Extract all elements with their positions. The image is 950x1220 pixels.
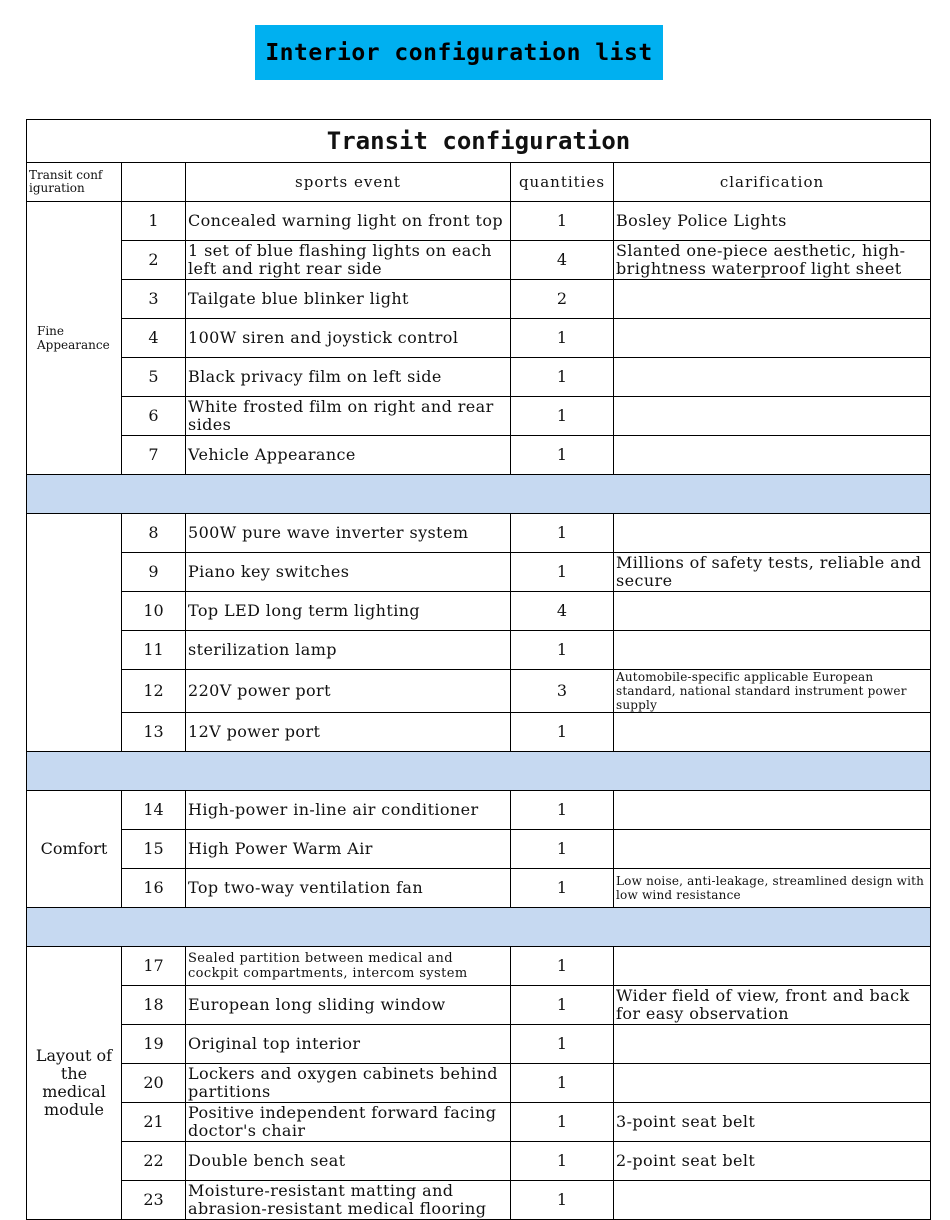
section-separator: [27, 908, 931, 947]
row-quantity: 1: [511, 1064, 614, 1103]
header-quantity: quantities: [511, 163, 614, 202]
row-clarification: [614, 592, 931, 631]
table-row: [27, 986, 931, 1025]
row-quantity: 1: [511, 436, 614, 475]
table-row: [27, 553, 931, 592]
row-item: Positive independent forward facing doctor's chair: [186, 1103, 511, 1142]
row-number: 1: [122, 202, 186, 241]
table-row: [27, 1025, 931, 1064]
row-clarification: [614, 397, 931, 436]
row-clarification: [614, 1064, 931, 1103]
row-quantity: 4: [511, 241, 614, 280]
row-clarification: [614, 713, 931, 752]
row-quantity: 2: [511, 280, 614, 319]
row-number: 7: [122, 436, 186, 475]
row-quantity: 1: [511, 514, 614, 553]
row-quantity: 1: [511, 869, 614, 908]
table-row: [27, 514, 931, 553]
row-number: 22: [122, 1142, 186, 1181]
table-row: [27, 830, 931, 869]
row-item: Top LED long term lighting: [186, 592, 511, 631]
row-number: 8: [122, 514, 186, 553]
row-clarification: [614, 436, 931, 475]
row-clarification: [614, 791, 931, 830]
row-quantity: 1: [511, 1025, 614, 1064]
table-row: [27, 631, 931, 670]
row-quantity: 1: [511, 319, 614, 358]
row-clarification: [614, 319, 931, 358]
table-row: [27, 670, 931, 713]
row-item: Lockers and oxygen cabinets behind partitions: [186, 1064, 511, 1103]
row-number: 2: [122, 241, 186, 280]
row-number: 10: [122, 592, 186, 631]
row-clarification: [614, 280, 931, 319]
row-item: Black privacy film on left side: [186, 358, 511, 397]
row-item: Double bench seat: [186, 1142, 511, 1181]
row-clarification: [614, 358, 931, 397]
row-number: 15: [122, 830, 186, 869]
table-row: [27, 947, 931, 986]
table-row: [27, 202, 931, 241]
row-clarification: 3-point seat belt: [614, 1103, 931, 1142]
row-item: 100W siren and joystick control: [186, 319, 511, 358]
row-clarification: Wider field of view, front and back for easy observation: [614, 986, 931, 1025]
section-separator: [27, 475, 931, 514]
section-category: Layout of the medical module: [27, 947, 122, 1220]
row-item: High Power Warm Air: [186, 830, 511, 869]
row-clarification: Automobile-specific applicable European standard, national standard instrument power supply: [614, 670, 931, 713]
row-item: 1 set of blue flashing lights on each left and right rear side: [186, 241, 511, 280]
row-item: European long sliding window: [186, 986, 511, 1025]
table-row: [27, 280, 931, 319]
row-number: 12: [122, 670, 186, 713]
table-row: [27, 1103, 931, 1142]
row-clarification: [614, 514, 931, 553]
row-quantity: 1: [511, 397, 614, 436]
row-number: 14: [122, 791, 186, 830]
row-item: Vehicle Appearance: [186, 436, 511, 475]
row-item: Concealed warning light on front top: [186, 202, 511, 241]
table-row: [27, 241, 931, 280]
table-row: [27, 1142, 931, 1181]
table-row: [27, 319, 931, 358]
row-item: White frosted film on right and rear sides: [186, 397, 511, 436]
row-number: 6: [122, 397, 186, 436]
row-item: 220V power port: [186, 670, 511, 713]
row-number: 19: [122, 1025, 186, 1064]
row-clarification: [614, 947, 931, 986]
table-row: [27, 869, 931, 908]
table-row: [27, 592, 931, 631]
page-banner-title: Interior configuration list: [255, 25, 663, 80]
table-row: [27, 436, 931, 475]
row-clarification: Millions of safety tests, reliable and secure: [614, 553, 931, 592]
row-quantity: 1: [511, 631, 614, 670]
row-item: Piano key switches: [186, 553, 511, 592]
row-number: 17: [122, 947, 186, 986]
row-number: 20: [122, 1064, 186, 1103]
row-quantity: 1: [511, 202, 614, 241]
header-clarification: clarification: [614, 163, 931, 202]
row-number: 11: [122, 631, 186, 670]
row-quantity: 1: [511, 791, 614, 830]
row-clarification: [614, 631, 931, 670]
row-quantity: 3: [511, 670, 614, 713]
row-quantity: 1: [511, 986, 614, 1025]
table-row: [27, 791, 931, 830]
row-item: Moisture-resistant matting and abrasion-resistant medical flooring: [186, 1181, 511, 1220]
row-quantity: 1: [511, 358, 614, 397]
section-category: Comfort: [27, 791, 122, 908]
row-number: 4: [122, 319, 186, 358]
row-clarification: [614, 1181, 931, 1220]
table-row: [27, 397, 931, 436]
row-quantity: 1: [511, 1181, 614, 1220]
row-clarification: 2-point seat belt: [614, 1142, 931, 1181]
row-clarification: [614, 1025, 931, 1064]
row-quantity: 1: [511, 947, 614, 986]
section-category: [27, 514, 122, 752]
table-row: [27, 1064, 931, 1103]
row-number: 23: [122, 1181, 186, 1220]
section-separator: [27, 752, 931, 791]
row-item: 12V power port: [186, 713, 511, 752]
row-number: 3: [122, 280, 186, 319]
row-item: Original top interior: [186, 1025, 511, 1064]
row-quantity: 1: [511, 713, 614, 752]
row-number: 5: [122, 358, 186, 397]
row-item: Tailgate blue blinker light: [186, 280, 511, 319]
row-item: Top two-way ventilation fan: [186, 869, 511, 908]
row-number: 18: [122, 986, 186, 1025]
row-item: High-power in-line air conditioner: [186, 791, 511, 830]
row-number: 16: [122, 869, 186, 908]
row-quantity: 4: [511, 592, 614, 631]
table-row: [27, 358, 931, 397]
header-number: [122, 163, 186, 202]
row-clarification: Low noise, anti-leakage, streamlined design with low wind resistance: [614, 869, 931, 908]
row-quantity: 1: [511, 1142, 614, 1181]
row-clarification: [614, 830, 931, 869]
table-row: [27, 713, 931, 752]
configuration-table: [26, 119, 931, 1220]
row-item: 500W pure wave inverter system: [186, 514, 511, 553]
header-item: sports event: [186, 163, 511, 202]
row-number: 9: [122, 553, 186, 592]
row-clarification: Bosley Police Lights: [614, 202, 931, 241]
row-quantity: 1: [511, 830, 614, 869]
section-category: Fine Appearance: [27, 202, 122, 475]
row-item: sterilization lamp: [186, 631, 511, 670]
row-number: 13: [122, 713, 186, 752]
row-clarification: Slanted one-piece aesthetic, high-brightness waterproof light sheet: [614, 241, 931, 280]
row-quantity: 1: [511, 553, 614, 592]
row-number: 21: [122, 1103, 186, 1142]
row-item: Sealed partition between medical and cockpit compartments, intercom system: [186, 947, 511, 986]
table-row: [27, 1181, 931, 1220]
row-quantity: 1: [511, 1103, 614, 1142]
table-title: Transit configuration: [27, 120, 931, 163]
header-category: Transit conf iguration: [27, 163, 122, 202]
